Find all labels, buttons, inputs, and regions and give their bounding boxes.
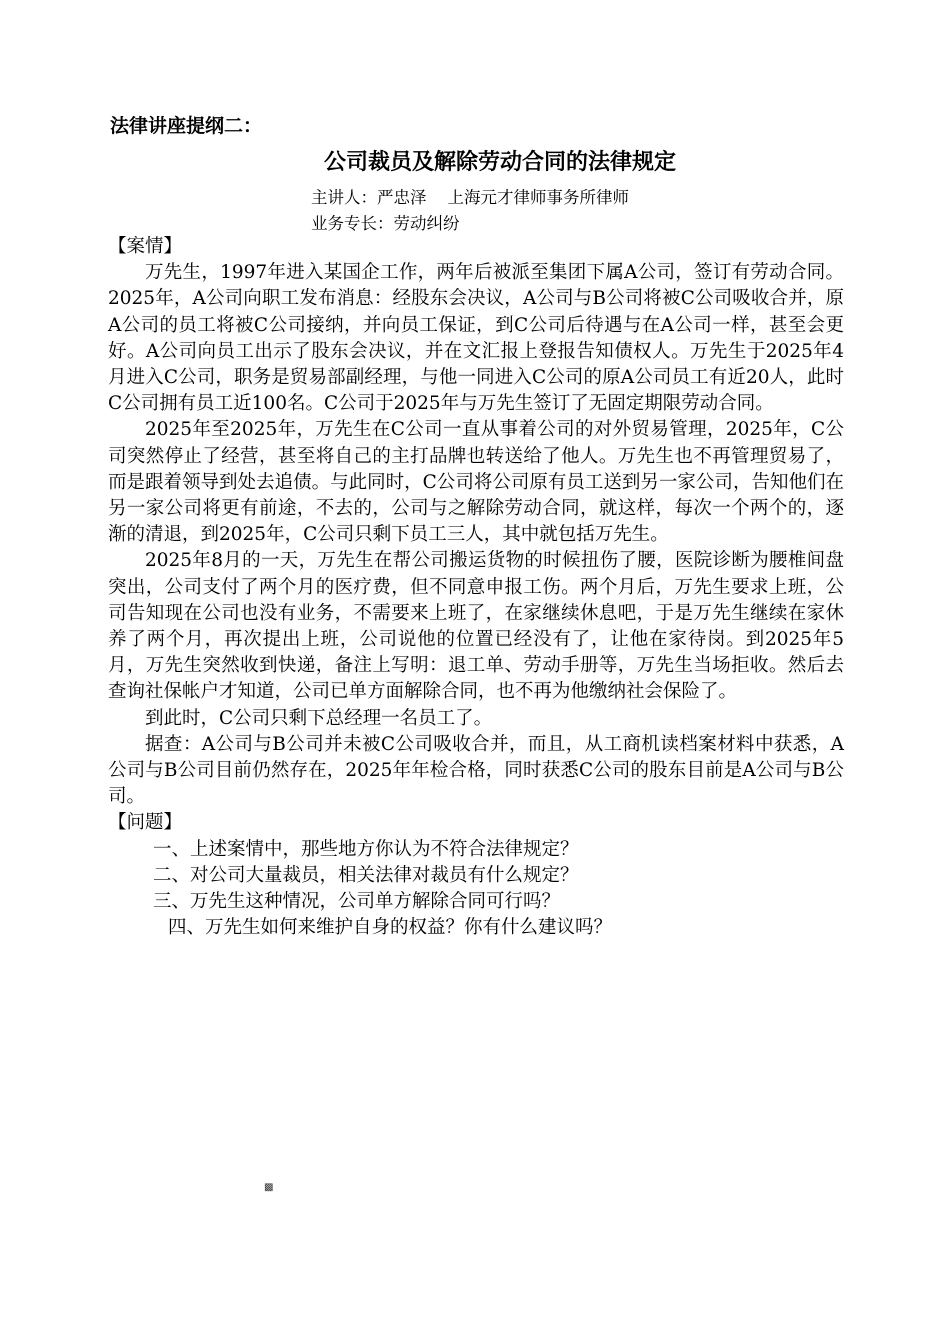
question-item: 四、万先生如何来维护自身的权益？你有什么建议吗？ (168, 917, 613, 939)
case-paragraph: 2025年至2025年，万先生在C公司一直从事着公司的对外贸易管理，2025年，C公司突然停止了经营，甚至将自己的主打品牌也转送给了他人。万先生也不再管理贸易了，而是跟着领导到处去追债。与此同时，C公司将公司原有员工送到另一家公司，告知他们在另一家公司将更有前途，不去的，公司与之解除劳动合同，就这样，每次一个两个的，逐渐的清退，到2025年，C公司只剩下员工三人，其中就包括万先生。 (108, 419, 844, 546)
case-paragraph: 据查：A公司与B公司并未被C公司吸收合并，而且，从工商机读档案材料中获悉，A公司与B公司目前仍然存在，2025年年检合格，同时获悉C公司的股东目前是A公司与B公司。 (108, 733, 844, 808)
case-paragraph: 万先生，1997年进入某国企工作，两年后被派至集团下属A公司，签订有劳动合同。2025年，A公司向职工发布消息：经股东会决议，A公司与B公司将被C公司吸收合并，原A公司的员工将被C公司接纳，并向员工保证，到C公司后待遇与在A公司一样，甚至会更好。A公司向员工出示了股东会决议，并在文汇报上登报告知债权人。万先生于2025年4月进入C公司，职务是贸易部副经理，与他一同进入C公司的原A公司员工有近20人，此时C公司拥有员工近100名。C公司于2025年与万先生签订了无固定期限劳动合同。 (108, 262, 844, 415)
question-section-label: 【问题】 (108, 812, 183, 834)
speaker-line: 主讲人：严忠泽 上海元才律师事务所律师 (311, 188, 629, 207)
document-body (108, 234, 844, 941)
expertise-line: 业务专长：劳动纠纷 (311, 214, 460, 233)
case-paragraph: 到此时，C公司只剩下总经理一名员工了。 (145, 707, 493, 729)
question-item: 二、对公司大量裁员，相关法律对裁员有什么规定？ (153, 864, 579, 886)
question-item: 一、上述案情中，那些地方你认为不符合法律规定？ (153, 838, 579, 860)
document-title: 公司裁员及解除劳动合同的法律规定 (323, 150, 676, 175)
question-item: 三、万先生这种情况，公司单方解除合同可行吗？ (153, 891, 561, 913)
lecture-heading: 法律讲座提纲二： (110, 115, 263, 137)
case-paragraph: 2025年8月的一天，万先生在帮公司搬运货物的时候扭伤了腰，医院诊断为腰椎间盘突出，公司支付了两个月的医疗费，但不同意申报工伤。两个月后，万先生要求上班，公司告知现在公司也没有业务，不需要来上班了，在家继续休息吧，于是万先生继续在家休养了两个月，再次提出上班，公司说他的位置已经没有了，让他在家待岗。到2025年5月，万先生突然收到快递，备注上写明：退工单、劳动手册等，万先生当场拒收。然后去查询社保帐户才知道，公司已单方面解除合同，也不再为他缴纳社会保险了。 (108, 550, 844, 703)
case-section-label: 【案情】 (108, 236, 183, 257)
stray-mark-icon: ▩ (264, 1182, 274, 1193)
